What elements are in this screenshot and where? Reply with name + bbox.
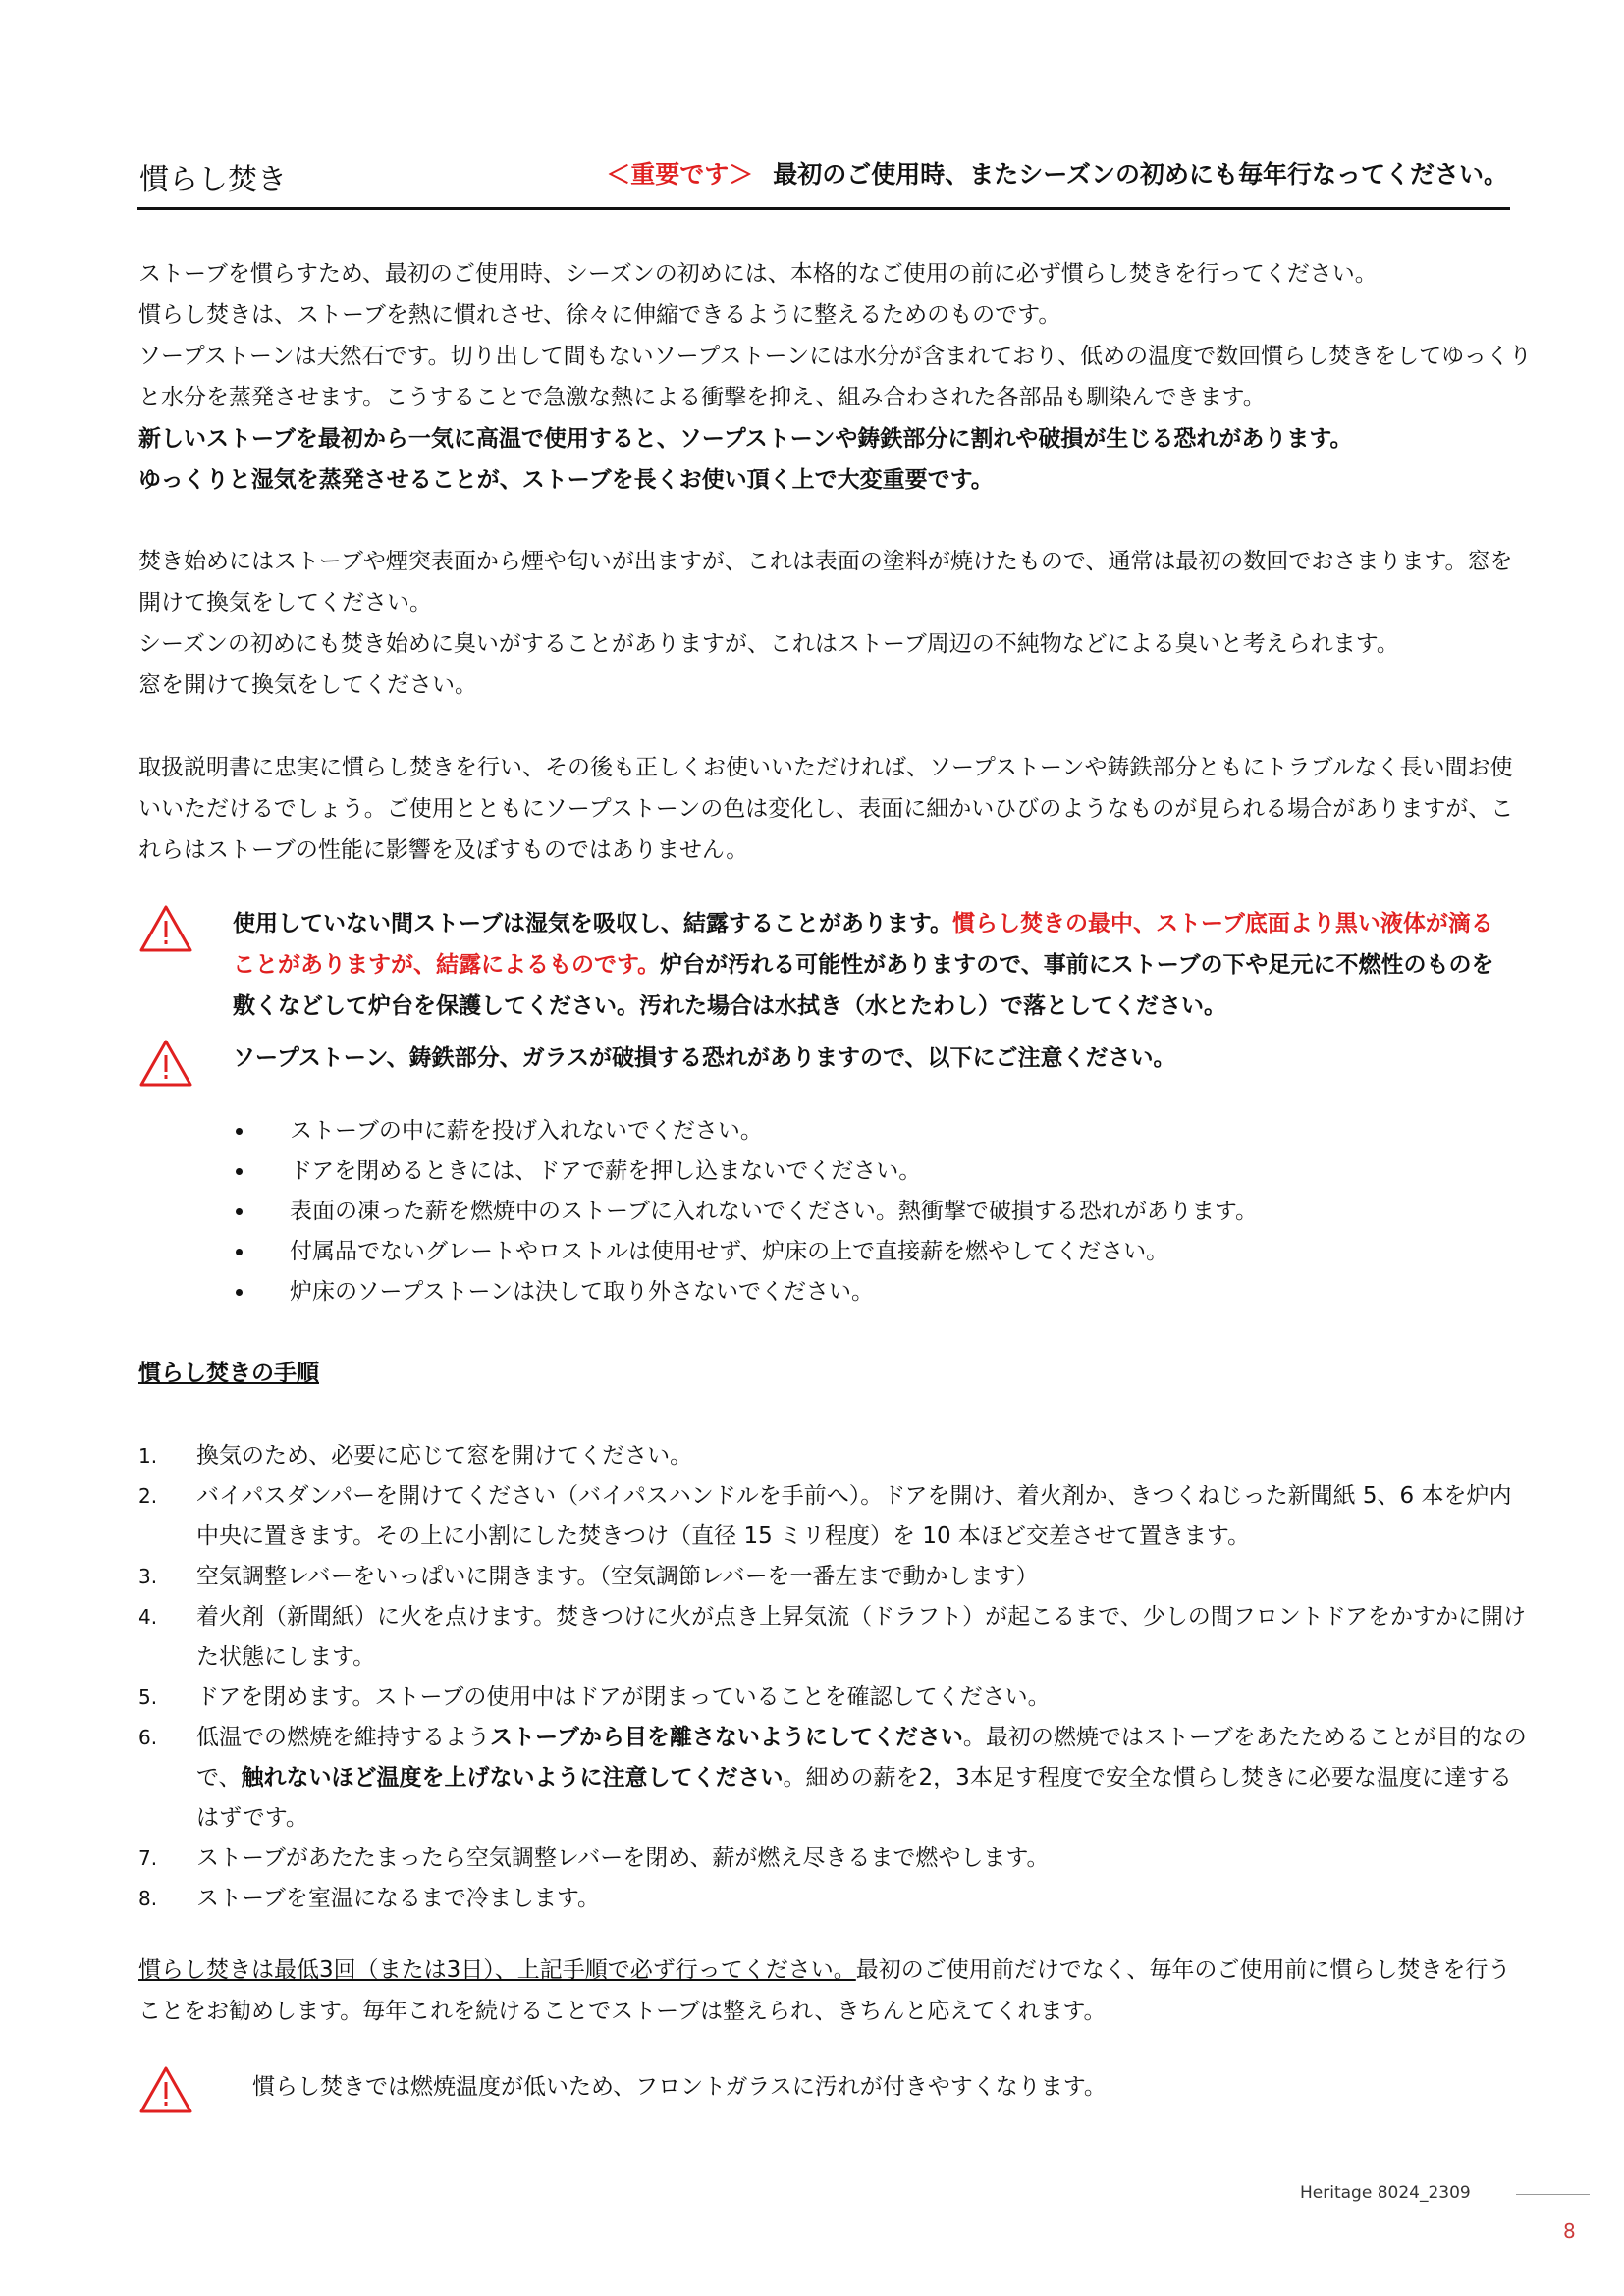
bullet-icon	[236, 1128, 243, 1135]
warning-text: 慣らし焚きでは燃焼温度が低いため、フロントガラスに汚れが付きやすくなります。	[252, 2074, 1107, 2100]
step-number: 6.	[138, 1726, 158, 1749]
warning-triangle-icon	[138, 2064, 193, 2115]
warning-triangle-icon	[138, 1038, 193, 1089]
section-title: 慣らし焚き	[139, 163, 287, 197]
step-item	[138, 1597, 1533, 1678]
step-item	[138, 1678, 1533, 1718]
step-number: 8.	[138, 1887, 158, 1910]
step-item	[138, 1879, 1533, 1919]
warning-part: 使用していない間ストーブは湿気を吸収し、結露することがあります。	[233, 911, 953, 936]
smoke-paragraph: 窓を開けて換気をしてください。	[138, 672, 477, 698]
list-item-text: 付属品でないグレートやロストルは使用せず、炉床の上で直接薪を燃やしてください。	[290, 1239, 1169, 1264]
page-number: 8	[1563, 2219, 1576, 2243]
closing-text: 最初のご使用前だけでなく、毎年のご使用前に慣らし焚きを行うことをお勧めします。毎年これを続けることでストーブは整えられ、きちんと応えてくれます。	[138, 1957, 1511, 2024]
list-item	[138, 1151, 1415, 1192]
bullet-icon	[236, 1168, 243, 1175]
warning-text	[233, 903, 1509, 1027]
step-item	[138, 1476, 1533, 1557]
warning-triangle-icon	[138, 903, 193, 954]
list-item-text: 炉床のソープストーンは決して取り外さないでください。	[290, 1279, 875, 1305]
step-item	[138, 1839, 1533, 1879]
list-item	[138, 1272, 1415, 1312]
section-header	[137, 149, 1510, 200]
step-text: ストーブを室温になるまで冷まします。	[196, 1886, 601, 1911]
closing-underlined: 慣らし焚きは最低3回（または3日）、上記手順で必ず行ってください。	[138, 1957, 856, 1983]
durability-section	[138, 747, 1533, 871]
smoke-paragraph: 焚き始めにはストーブや煙突表面から煙や匂いが出ますが、これは表面の塗料が焼けたもので、通常は最初の数回でおさまります。窓を開けて換気をしてください。	[138, 549, 1513, 615]
step-number: 7.	[138, 1846, 158, 1870]
list-item	[138, 1192, 1415, 1232]
footer-model: Heritage 8024_2309	[1300, 2183, 1471, 2203]
step-item	[138, 1436, 1533, 1476]
step-item	[138, 1718, 1533, 1839]
caution-list	[138, 1111, 1415, 1312]
warning-red-part: 慣らし焚きの最中、ストーブ底面より黒い液体が滴ることがありますが、結露によるものです。	[233, 911, 1493, 978]
intro-paragraph: ストーブを慣らすため、最初のご使用時、シーズンの初めには、本格的なご使用の前に必ず慣らし焚きを行ってください。	[138, 261, 1378, 287]
warning-part: 炉台が汚れる可能性がありますので、事前にストーブの下や足元に不燃性のものを敷くなどして炉台を保護してください。汚れた場合は水拭き（水とたわし）で落としてください。	[233, 952, 1494, 1019]
warning-text: ソープストーン、鋳鉄部分、ガラスが破損する恐れがありますので、以下にご注意ください。	[233, 1045, 1176, 1071]
closing-section	[138, 1949, 1533, 2032]
list-item-text: 表面の凍った薪を燃焼中のストーブに入れないでください。熱衝撃で破損する恐れがあります。	[290, 1199, 1259, 1224]
step-text-part: 低温での燃焼を維持するよう	[196, 1725, 490, 1750]
step-item	[138, 1557, 1533, 1597]
steps-heading: 慣らし焚きの手順	[138, 1361, 319, 1386]
step-text-part: 。細めの薪を2，3本足す程度で安全な慣らし焚きに必要な温度に達するはずです。	[196, 1765, 1512, 1831]
step-text: 換気のため、必要に応じて窓を開けてください。	[196, 1443, 693, 1468]
step-text-part: 。最初の燃焼ではストーブをあたためることが目的なので、	[196, 1725, 1527, 1790]
list-item	[138, 1232, 1415, 1272]
intro-section	[138, 253, 1533, 501]
step-text: 着火剤（新聞紙）に火を点けます。焚きつけに火が点き上昇気流（ドラフト）が起こるまで、少しの間フロントドアをかすかに開けた状態にします。	[196, 1604, 1527, 1670]
step-number: 1.	[138, 1444, 158, 1468]
bullet-icon	[236, 1208, 243, 1215]
list-item-text: ストーブの中に薪を投げ入れないでください。	[290, 1118, 763, 1144]
important-notice	[606, 155, 1508, 190]
step-text	[196, 1718, 1533, 1839]
intro-paragraph: ソープストーンは天然石です。切り出して間もないソープストーンには水分が含まれており、低めの温度で数回慣らし焚きをしてゆっくりと水分を蒸発させます。こうすることで急激な熱による衝撃を抑え、組み合わされた各部品も馴染んできます。	[138, 344, 1532, 410]
step-number: 3.	[138, 1565, 158, 1588]
footer-divider	[1516, 2194, 1590, 2195]
header-divider	[137, 207, 1510, 210]
step-text: 空気調整レバーをいっぱいに開きます。（空気調節レバーを一番左まで動かします）	[196, 1564, 1039, 1589]
notice-text: 最初のご使用時、またシーズンの初めにも毎年行なってください。	[773, 160, 1508, 188]
intro-bold-warning: 新しいストーブを最初から一気に高温で使用すると、ソープストーンや鋳鉄部分に割れや破損が生じる恐れがあります。	[138, 426, 1353, 452]
durability-paragraph: 取扱説明書に忠実に慣らし焚きを行い、その後も正しくお使いいただければ、ソープストーンや鋳鉄部分ともにトラブルなく長い間お使いいただけるでしょう。ご使用とともにソープストーンの色は変化し、表面に細かいひびのようなものが見られる場合がありますが、これらはストーブの性能に影響を及ぼすものではありません。	[138, 755, 1514, 863]
intro-paragraph: 慣らし焚きは、ストーブを熱に慣れさせ、徐々に伸縮できるように整えるためのものです。	[138, 302, 1061, 328]
step-text: バイパスダンパーを開けてください（バイパスハンドルを手前へ）。ドアを開け、着火剤か、きつくねじった新聞紙 5、6 本を炉内中央に置きます。その上に小割にした焚きつけ（直径 15 ミリ程度）を 10 本ほど交差させて置きます。	[196, 1483, 1512, 1549]
step-number: 2.	[138, 1484, 158, 1508]
closing-paragraph	[138, 1949, 1533, 2032]
step-number: 4.	[138, 1605, 158, 1629]
smoke-paragraph: シーズンの初めにも焚き始めに臭いがすることがありますが、これはストーブ周辺の不純物などによる臭いと考えられます。	[138, 631, 1399, 657]
list-item	[138, 1111, 1415, 1151]
bullet-icon	[236, 1249, 243, 1255]
step-text: ストーブがあたたまったら空気調整レバーを閉め、薪が燃え尽きるまで燃やします。	[196, 1845, 1050, 1871]
step-number: 5.	[138, 1685, 158, 1709]
smoke-section	[138, 541, 1533, 706]
bullet-icon	[236, 1289, 243, 1296]
step-text-emphasis: ストーブから目を離さないようにしてください	[490, 1725, 963, 1750]
steps-list	[138, 1436, 1533, 1919]
step-text: ドアを閉めます。ストーブの使用中はドアが閉まっていることを確認してください。	[196, 1684, 1051, 1710]
list-item-text: ドアを閉めるときには、ドアで薪を押し込まないでください。	[290, 1158, 922, 1184]
important-label: ＜重要です＞	[606, 160, 754, 188]
intro-bold-warning: ゆっくりと湿気を蒸発させることが、ストーブを長くお使い頂く上で大変重要です。	[138, 467, 994, 493]
step-text-emphasis: 触れないほど温度を上げないように注意してください	[241, 1765, 784, 1790]
